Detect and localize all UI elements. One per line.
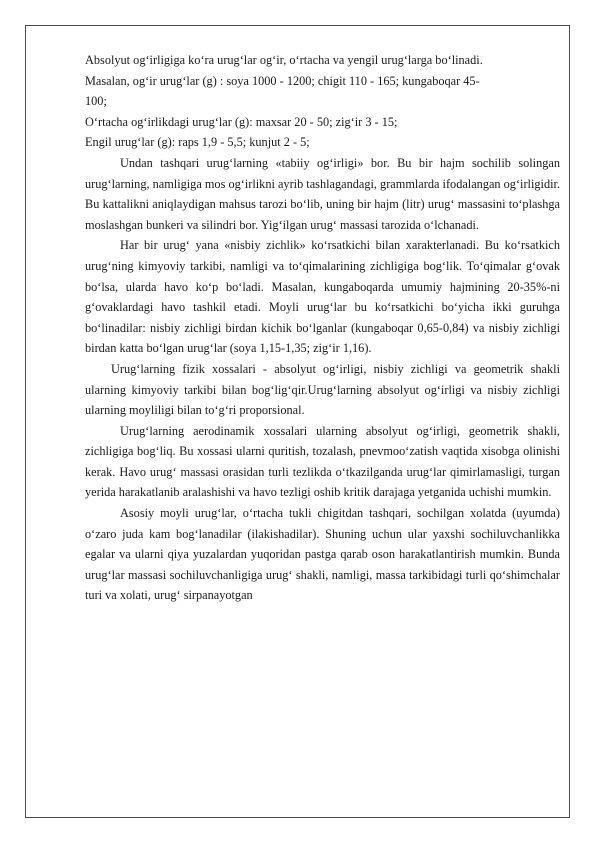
intro-line: Engil urug‘lar (g): raps 1,9 - 5,5; kunjut 2 - 5; [85, 135, 310, 150]
paragraph-physical-properties: Urug‘larning fizik xossalari - absolyut og‘irligi, nisbiy zichligi va geometrik shakli ularning kimyoviy tarkibi bilan bog‘lig‘qir.Urug‘larning absolyut og‘irligi va nisbiy zichligi ularning moyliligi bilan to‘g‘ri proporsional. [85, 361, 560, 418]
intro-line: 100; [85, 94, 107, 109]
intro-line: Absolyut og‘irligiga ko‘ra urug‘lar og‘ir, o‘rtacha va yengil urug‘larga bo‘linadi. [85, 53, 483, 67]
paragraph-natural-weight: Undan tashqari urug‘larning «tabiiy og‘irligi» bor. Bu bir hajm sochilib solingan urug‘larning, namligiga mos og‘irlikni ayrib tashlagandagi, grammlarda ifodalangan og‘irligidir. Bu kattalikni aniqlaydigan mahsus tarozi bo‘lib, uning bir hajm (litr) urug‘ massasini to‘plashga moslashgan bunkeri va silindri bor. Yig‘ilgan urug‘ massasi tarozida o‘lchanadi. [85, 155, 561, 232]
paragraph-flowability: Asosiy moyli urug‘lar, o‘rtacha tukli chigitdan tashqari, sochilgan xolatda (uyumda) o‘zaro juda kam bog‘lanadilar (ilakishadilar). Shuning uchun ular yaxshi sochiluvchanlikka egalar va ularni qiya yuzalardan yuqoridan pastga qarab oson harakatlantirish mumkin. Bunda urug‘lar massasi sochiluvchanligiga urug‘ shakli, namligi, massa tarkibidagi turli qo‘shimchalar turi va xolati, urug‘ sirpanayotgan [85, 506, 560, 603]
paragraph-aerodynamic-properties: Urug‘larning aerodinamik xossalari ularning absolyut og‘irligi, geometrik shakli, zichligiga bog‘liq. Bu xossasi ularni quritish, tozalash, pnevmoo‘zatish vaqtida xisobga olinishi kerak. Havo urug‘ massasi orasidan turli tezlikda o‘tkazilganda urug‘lar qimirlamasligi, turgan yerida harakatlanib aralashishi va havo tezligi oshib kritik darajaga yetganida uchishi mumkin. [85, 423, 560, 500]
document-body [85, 50, 560, 606]
intro-line: Masalan, og‘ir urug‘lar (g) : soya 1000 - 1200; chigit 110 - 165; kungaboqar 45- [85, 73, 480, 88]
intro-line: O‘rtacha og‘irlikdagi urug‘lar (g): maxsar 20 - 50; zig‘ir 3 - 15; [85, 114, 398, 129]
paragraph-relative-density: Har bir urug‘ yana «nisbiy zichlik» ko‘rsatkichi bilan xarakterlanadi. Bu ko‘rsatkich urug‘ning kimyoviy tarkibi, namligi va to‘qimalarining zichligiga bog‘lik. To‘qimalar g‘ovak bo‘lsa, ularda havo ko‘p bo‘ladi. Masalan, kungaboqarda umumiy hajmining 20-35%-ni g‘ovaklardagi havo tashkil etadi. Moyli urug‘lar bu ko‘rsatkichi bo‘yicha ikki guruhga bo‘linadilar: nisbiy zichligi birdan kichik bo‘lganlar (kungaboqar 0,65-0,84) va nisbiy zichligi birdan katta bo‘lgan urug‘lar (soya 1,15-1,35; zig‘ir 1,16). [85, 238, 560, 356]
